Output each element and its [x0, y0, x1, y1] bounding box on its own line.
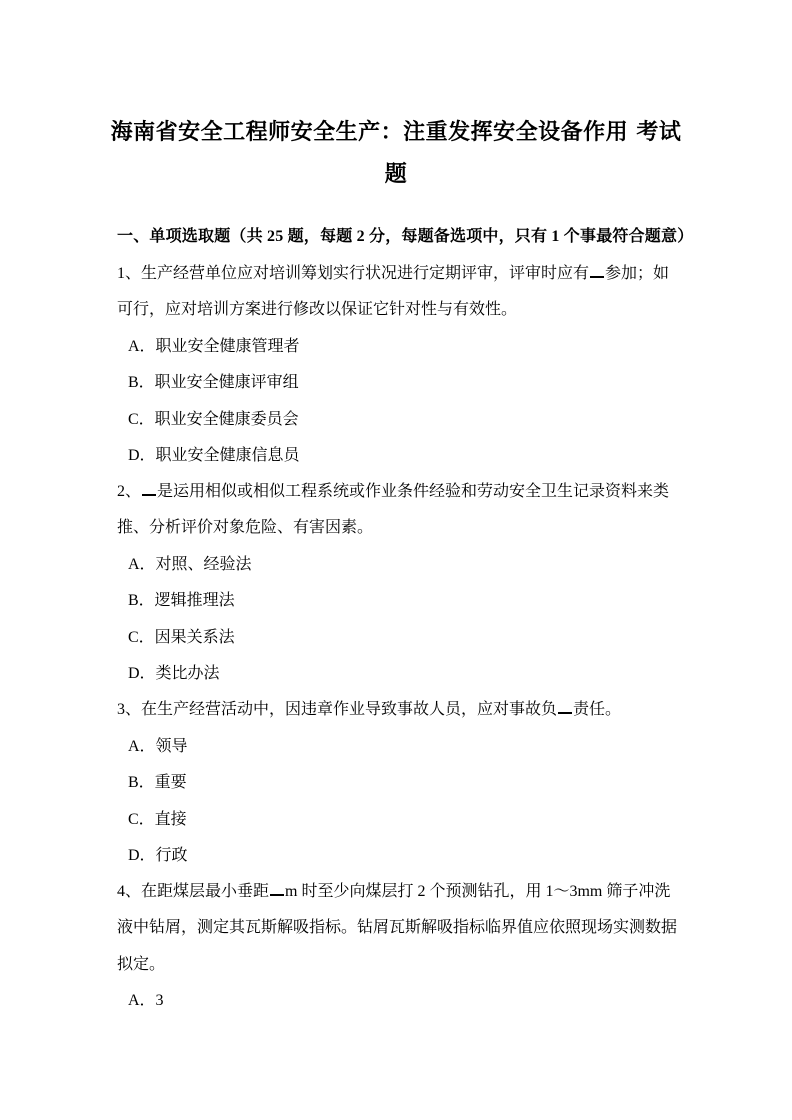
question-3-option-b: B．重要	[128, 774, 187, 791]
question-1-option-d: D．职业安全健康信息员	[128, 447, 300, 464]
question-2-option-d: D．类比办法	[128, 665, 220, 682]
document-title	[110, 112, 682, 196]
question-3-line-1	[117, 698, 621, 722]
question-2-option-a: A．对照、经验法	[128, 556, 252, 573]
question-2-line-1	[117, 480, 669, 504]
title-line-1: 海南省安全工程师安全生产：注重发挥安全设备作用 考试	[110, 120, 682, 145]
answer-blank	[270, 880, 284, 896]
question-text: 3、在生产经营活动中，因违章作业导致事故人员，应对事故负	[117, 701, 558, 718]
question-1-line-2: 可行，应对培训方案进行修改以保证它针对性与有效性。	[117, 301, 518, 318]
question-text: 参加；如	[605, 265, 670, 282]
question-text: m 时至少向煤层打 2 个预测钻孔，用 1～3mm 筛子冲洗	[285, 883, 671, 900]
question-text: 责任。	[573, 701, 622, 718]
question-3-option-c: C．直接	[128, 811, 187, 828]
question-4-line-1	[117, 880, 670, 904]
question-2-option-b: B．逻辑推理法	[128, 592, 235, 609]
question-4-line-2: 液中钻屑，测定其瓦斯解吸指标。钻屑瓦斯解吸指标临界值应依照现场实测数据	[117, 919, 678, 936]
question-4-line-3: 拟定。	[117, 956, 166, 973]
question-3-option-a: A．领导	[128, 738, 188, 755]
question-1-option-a: A．职业安全健康管理者	[128, 338, 300, 355]
question-1-option-b: B．职业安全健康评审组	[128, 374, 299, 391]
question-text: 是运用相似或相似工程系统或作业条件经验和劳动安全卫生记录资料来类	[157, 483, 670, 500]
section-heading: 一、单项选取题（共 25 题，每题 2 分，每题备选项中，只有 1 个事最符合题意）	[117, 228, 694, 245]
question-1-line-1	[117, 262, 669, 286]
question-1-option-c: C．职业安全健康委员会	[128, 411, 299, 428]
question-text: 2、	[117, 483, 142, 500]
answer-blank	[590, 262, 604, 278]
question-3-option-d: D．行政	[128, 847, 188, 864]
question-2-option-c: C．因果关系法	[128, 629, 235, 646]
answer-blank	[558, 698, 572, 714]
title-line-2: 题	[384, 162, 408, 187]
question-4-option-a: A．3	[128, 992, 164, 1009]
question-2-line-2: 推、分析评价对象危险、有害因素。	[117, 519, 374, 536]
answer-blank	[142, 480, 156, 496]
question-text: 1、生产经营单位应对培训筹划实行状况进行定期评审，评审时应有	[117, 265, 590, 282]
question-text: 4、在距煤层最小垂距	[117, 883, 270, 900]
